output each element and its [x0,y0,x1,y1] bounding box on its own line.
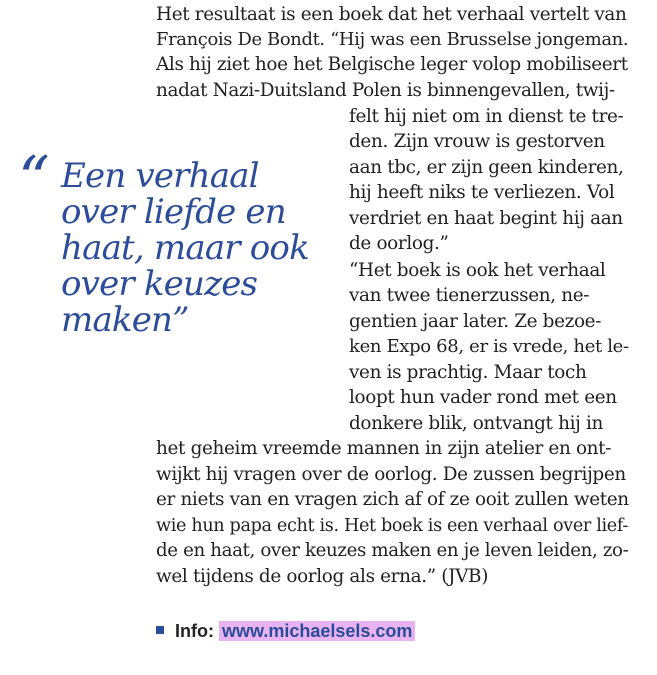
article-line: de oorlog.” [349,233,449,254]
article-line: Als hij ziet hoe het Belgische leger volop mobiliseert [156,54,628,75]
pull-quote-line: over liefde en [61,192,286,232]
article-line: nadat Nazi-Duitsland Polen is binnengevallen, twij- [156,80,615,101]
article-line: gentien jaar later. Ze bezoe- [349,311,602,332]
article-line: loopt hun vader rond met een [349,387,617,408]
article-line: “Het boek is ook het verhaal [349,260,606,281]
article-line: de en haat, over keuzes maken en je leven leiden, zo- [156,540,629,561]
pull-quote-line: Een verhaal [61,156,259,196]
article-line: van twee tienerzussen, ne- [349,285,590,306]
article-line: den. Zijn vrouw is gestorven [349,131,605,152]
article-line: ken Expo 68, er is vrede, het le- [349,336,629,357]
article-line: aan tbc, er zijn geen kinderen, [349,157,624,178]
article-line: verdriet en haat begint hij aan [349,208,623,229]
article-line: hij heeft niks te verliezen. Vol [349,182,615,203]
square-bullet-icon [156,626,164,634]
pull-quote [18,142,309,340]
pull-quote-line: maken” [61,300,189,340]
article-line: donkere blik, ontvangt hij in [349,413,603,434]
article-line: felt hij niet om in dienst te tre- [349,106,624,127]
article-line: er niets van en vragen zich af of ze ooit zullen weten [156,489,629,510]
info-line [156,619,415,643]
pull-quote-line: over keuzes [61,264,258,304]
article-line: Het resultaat is een boek dat het verhaal vertelt van [156,4,627,25]
article-line: ven is prachtig. Maar toch [349,362,587,383]
info-link[interactable]: www.michaelsels.com [219,621,415,641]
pull-quote-line: haat, maar ook [61,228,309,268]
info-label: Info: [175,621,214,641]
article-line: het geheim vreemde mannen in zijn atelier en ont- [156,438,612,459]
article-line: François De Bondt. “Hij was een Brusselse jongeman. [156,29,629,50]
article-line: wel tijdens de oorlog als erna.” (JVB) [156,566,489,587]
open-quote-mark: “ [18,142,44,215]
article-line: wie hun papa echt is. Het boek is een verhaal over lief- [156,516,628,536]
article-line: wijkt hij vragen over de oorlog. De zussen begrijpen [156,464,626,485]
